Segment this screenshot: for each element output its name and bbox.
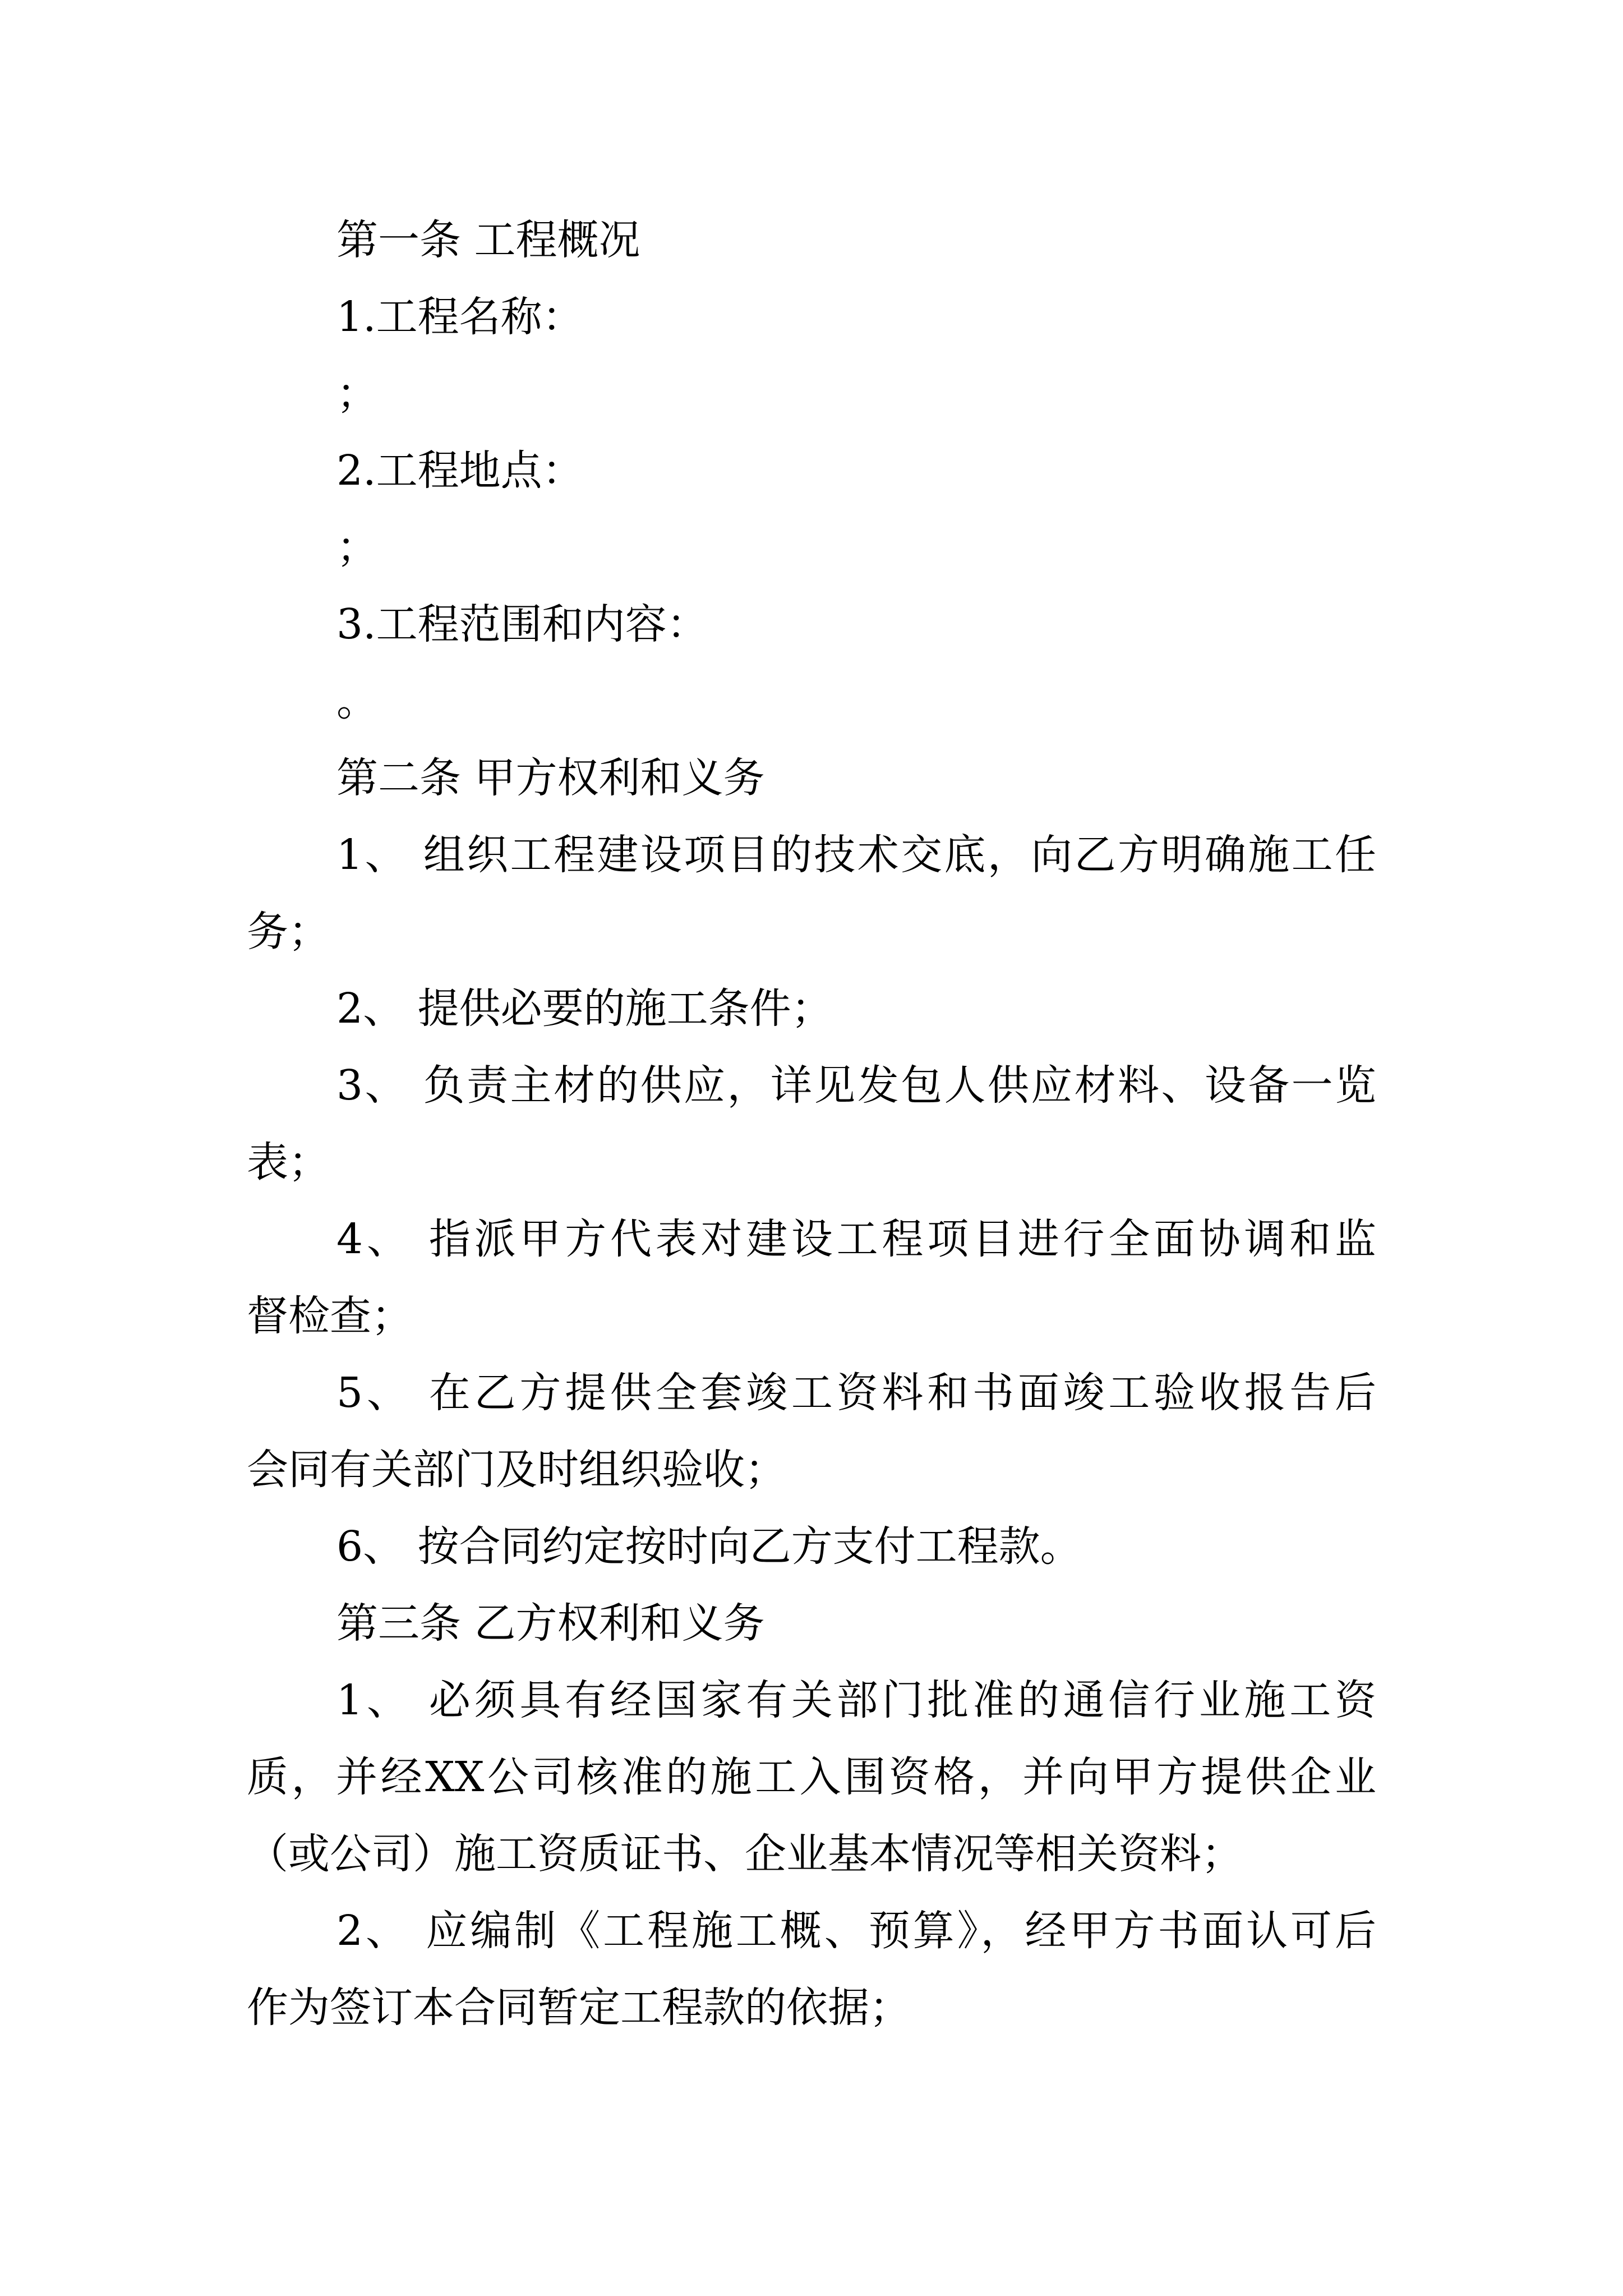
text-line: 2、 应编制《工程施工概、预算》，经甲方书面认可后 bbox=[336, 1907, 1376, 1955]
text-line: 4、 指派甲方代表对建设工程项目进行全面协调和监 bbox=[336, 1215, 1376, 1263]
text-line: 。 bbox=[336, 677, 378, 725]
text-line: 3、 负责主材的供应，详见发包人供应材料、设备一览 bbox=[336, 1061, 1376, 1110]
text-line: ； bbox=[336, 523, 378, 572]
text-line: 务； bbox=[247, 908, 330, 956]
text-line: 督检查； bbox=[247, 1292, 413, 1340]
section-heading-2: 第二条 甲方权利和义务 bbox=[336, 754, 765, 802]
text-line: 2、 提供必要的施工条件； bbox=[336, 984, 833, 1033]
text-line: 2.工程地点： bbox=[336, 447, 584, 495]
section-heading-1: 第一条 工程概况 bbox=[336, 216, 640, 264]
text-line: 会同有关部门及时组织验收； bbox=[247, 1446, 786, 1494]
text-line: 表； bbox=[247, 1138, 330, 1186]
text-line: 1、 必须具有经国家有关部门批准的通信行业施工资 bbox=[336, 1676, 1376, 1724]
text-line: 5、 在乙方提供全套竣工资料和书面竣工验收报告后 bbox=[336, 1369, 1376, 1417]
text-line: ； bbox=[336, 370, 378, 418]
text-line: 3.工程范围和内容： bbox=[336, 600, 708, 648]
text-line: 作为签订本合同暂定工程款的依据； bbox=[247, 1984, 911, 2032]
text-line: 6、 按合同约定按时向乙方支付工程款。 bbox=[336, 1522, 1082, 1571]
section-heading-3: 第三条 乙方权利和义务 bbox=[336, 1599, 765, 1648]
text-line: 1.工程名称： bbox=[336, 293, 584, 341]
text-line: （或公司）施工资质证书、企业基本情况等相关资料； bbox=[247, 1830, 1243, 1878]
text-line: 质，并经XX公司核准的施工入围资格，并向甲方提供企业 bbox=[247, 1753, 1376, 1801]
text-line: 1、 组织工程建设项目的技术交底，向乙方明确施工任 bbox=[336, 831, 1376, 879]
